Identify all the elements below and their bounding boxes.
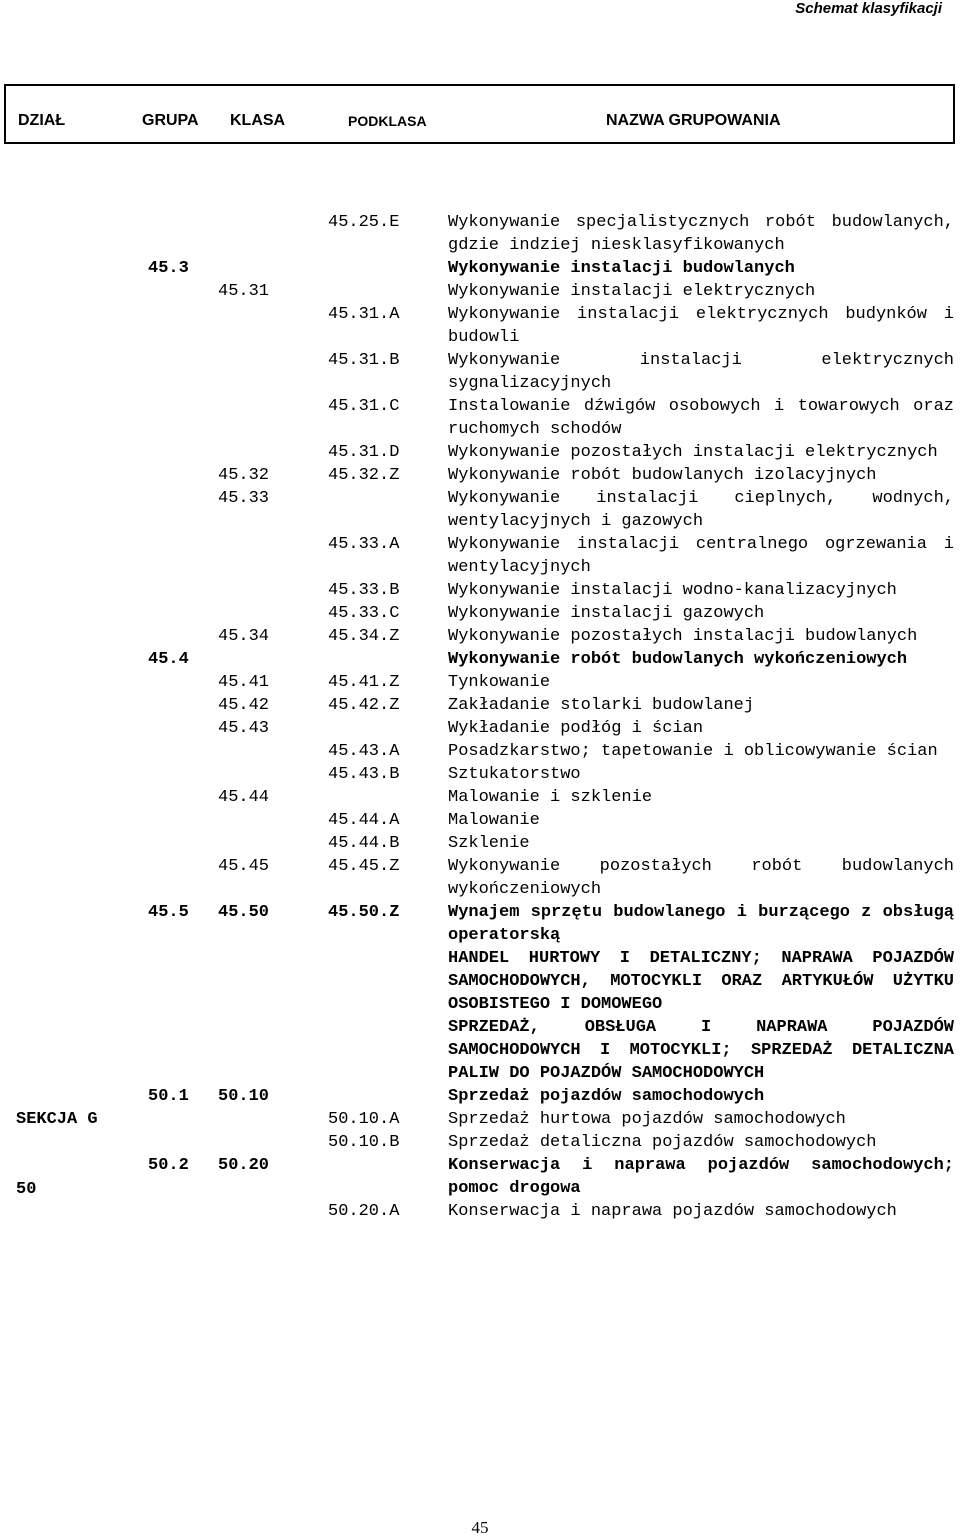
- table-row: [0, 717, 960, 740]
- klasa-cell: [218, 1200, 328, 1223]
- podklasa-cell: 45.43.A: [328, 742, 400, 761]
- column-header-klasa: KLASA: [230, 112, 286, 129]
- podklasa-cell: [328, 717, 448, 740]
- column-header-nazwa: NAZWA GRUPOWANIA: [606, 112, 781, 129]
- table-row: [0, 1108, 960, 1131]
- dzial-cell: [0, 786, 148, 809]
- klasa-cell: [218, 441, 328, 464]
- podklasa-cell: 45.33.C: [328, 604, 400, 623]
- table-row: [0, 855, 960, 901]
- klasa-cell: 45.34: [218, 627, 270, 646]
- klasa-cell: [218, 395, 328, 441]
- grupa-cell: [148, 671, 218, 694]
- grupa-cell: [148, 786, 218, 809]
- podklasa-cell: [328, 280, 448, 303]
- klasa-cell: [218, 832, 328, 855]
- nazwa-cell: Wykonywanie robót budowlanych izolacyjnych: [448, 466, 877, 485]
- page-number: 45: [471, 1518, 489, 1537]
- nazwa-cell: Posadzkarstwo; tapetowanie i oblicowywanie ścian: [448, 742, 938, 761]
- podklasa-cell: 45.31.C: [328, 397, 400, 416]
- klasa-cell: 45.45: [218, 857, 270, 876]
- klasa-cell: [218, 1108, 328, 1131]
- table-row: [0, 763, 960, 786]
- grupa-cell: [148, 579, 218, 602]
- column-header-podklasa: PODKLASA: [348, 113, 427, 129]
- podklasa-cell: [328, 648, 448, 671]
- dzial-cell: [0, 1085, 148, 1108]
- dzial-cell: [0, 211, 148, 257]
- podklasa-cell: 45.32.Z: [328, 466, 400, 485]
- table-row: [0, 625, 960, 648]
- podklasa-cell: 45.31.A: [328, 305, 400, 324]
- dzial-cell: [0, 763, 148, 786]
- klasa-cell: 50.10: [218, 1087, 270, 1106]
- nazwa-cell: Konserwacja i naprawa pojazdów samochodowych: [448, 1202, 897, 1221]
- podklasa-cell: [328, 487, 448, 533]
- nazwa-cell: HANDEL HURTOWY I DETALICZNY; NAPRAWA POJAZDÓW SAMOCHODOWYCH, MOTOCYKLI ORAZ ARTYKUŁÓW UŻYTKU OSOBISTEGO I DOMOWEGO: [448, 949, 954, 1014]
- table-row: [0, 740, 960, 763]
- section-label: SEKCJA G: [16, 1110, 98, 1129]
- grupa-cell: [148, 464, 218, 487]
- podklasa-cell: 45.42.Z: [328, 696, 400, 715]
- dzial-cell: [0, 1200, 148, 1223]
- dzial-cell: [0, 395, 148, 441]
- dzial-cell: [0, 648, 148, 671]
- nazwa-cell: Wykonywanie instalacji cieplnych, wodnych, wentylacyjnych i gazowych: [448, 489, 954, 531]
- podklasa-cell: 50.20.A: [328, 1202, 400, 1221]
- classification-rows: [0, 211, 960, 1223]
- table-row: [0, 579, 960, 602]
- podklasa-cell: 45.31.B: [328, 351, 400, 370]
- table-row: [0, 1131, 960, 1154]
- podklasa-cell: [328, 947, 448, 1016]
- grupa-cell: 45.5: [148, 903, 189, 922]
- grupa-cell: [148, 809, 218, 832]
- klasa-cell: [218, 809, 328, 832]
- table-row: [0, 1200, 960, 1223]
- grupa-cell: [148, 1200, 218, 1223]
- nazwa-cell: Wykonywanie pozostałych robót budowlanych wykończeniowych: [448, 857, 954, 899]
- grupa-cell: [148, 280, 218, 303]
- dzial-cell: [0, 901, 148, 947]
- dzial-cell: [0, 740, 148, 763]
- nazwa-cell: Sprzedaż detaliczna pojazdów samochodowych: [448, 1133, 877, 1152]
- grupa-cell: [148, 211, 218, 257]
- table-row: [0, 395, 960, 441]
- table-row: [0, 280, 960, 303]
- dzial-cell: [0, 947, 148, 1016]
- grupa-cell: [148, 395, 218, 441]
- klasa-cell: 45.42: [218, 696, 270, 715]
- dzial-cell: [0, 579, 148, 602]
- podklasa-cell: [328, 1016, 448, 1085]
- podklasa-cell: 45.44.A: [328, 811, 400, 830]
- klasa-cell: 45.32: [218, 466, 270, 485]
- column-header-dzial: DZIAŁ: [18, 112, 66, 129]
- dzial-cell: [0, 280, 148, 303]
- grupa-cell: [148, 717, 218, 740]
- grupa-cell: 45.4: [148, 650, 189, 669]
- grupa-cell: 45.3: [148, 259, 189, 278]
- klasa-cell: [218, 211, 328, 257]
- table-row: [0, 1085, 960, 1108]
- klasa-cell: 45.31: [218, 282, 270, 301]
- klasa-cell: [218, 947, 328, 1016]
- table-row: [0, 533, 960, 579]
- table-row: [0, 257, 960, 280]
- klasa-cell: 45.50: [218, 903, 270, 922]
- dzial-cell: [0, 717, 148, 740]
- table-row: [0, 832, 960, 855]
- klasa-cell: 45.44: [218, 788, 270, 807]
- podklasa-cell: 45.41.Z: [328, 673, 400, 692]
- grupa-cell: [148, 533, 218, 579]
- grupa-cell: [148, 602, 218, 625]
- nazwa-cell: Wykonywanie instalacji wodno-kanalizacyjnych: [448, 581, 897, 600]
- nazwa-cell: Malowanie i szklenie: [448, 788, 653, 807]
- klasa-cell: [218, 303, 328, 349]
- klasa-cell: [218, 740, 328, 763]
- dzial-cell: [0, 303, 148, 349]
- nazwa-cell: Wykonywanie instalacji budowlanych: [448, 259, 795, 278]
- table-row: [0, 947, 960, 1016]
- nazwa-cell: Wykonywanie instalacji elektrycznych: [448, 282, 816, 301]
- klasa-cell: [218, 533, 328, 579]
- grupa-cell: [148, 1016, 218, 1085]
- dzial-cell: [0, 671, 148, 694]
- grupa-cell: 50.2: [148, 1156, 189, 1175]
- table-row: [0, 211, 960, 257]
- classification-header-table: [4, 84, 955, 144]
- klasa-cell: [218, 1016, 328, 1085]
- nazwa-cell: Wykonywanie instalacji centralnego ogrzewania i wentylacyjnych: [448, 535, 954, 577]
- grupa-cell: [148, 303, 218, 349]
- dzial-cell: [0, 809, 148, 832]
- nazwa-cell: Wykonywanie instalacji elektrycznych sygnalizacyjnych: [448, 351, 954, 393]
- klasa-cell: [218, 1131, 328, 1154]
- table-row: [0, 1016, 960, 1085]
- klasa-cell: 50.20: [218, 1156, 270, 1175]
- nazwa-cell: Tynkowanie: [448, 673, 551, 692]
- klasa-cell: 45.33: [218, 489, 270, 508]
- dzial-cell: [0, 533, 148, 579]
- grupa-cell: [148, 855, 218, 901]
- nazwa-cell: Wykonywanie specjalistycznych robót budowlanych, gdzie indziej niesklasyfikowanych: [448, 213, 954, 255]
- nazwa-cell: Sztukatorstwo: [448, 765, 581, 784]
- klasa-cell: [218, 602, 328, 625]
- nazwa-cell: Wykonywanie pozostałych instalacji budowlanych: [448, 627, 918, 646]
- nazwa-cell: Sprzedaż pojazdów samochodowych: [448, 1087, 765, 1106]
- nazwa-cell: SPRZEDAŻ, OBSŁUGA I NAPRAWA POJAZDÓW SAMOCHODOWYCH I MOTOCYKLI; SPRZEDAŻ DETALICZNA PALIW DO POJAZDÓW SAMOCHODOWYCH: [448, 1018, 954, 1083]
- table-row: [0, 809, 960, 832]
- table-row: [0, 648, 960, 671]
- podklasa-cell: 45.43.B: [328, 765, 400, 784]
- grupa-cell: [148, 832, 218, 855]
- dzial-cell: [0, 441, 148, 464]
- nazwa-cell: Zakładanie stolarki budowlanej: [448, 696, 755, 715]
- nazwa-cell: Malowanie: [448, 811, 540, 830]
- nazwa-cell: Instalowanie dźwigów osobowych i towarowych oraz ruchomych schodów: [448, 397, 954, 439]
- klasa-cell: 45.43: [218, 719, 270, 738]
- klasa-cell: [218, 579, 328, 602]
- table-row: [0, 694, 960, 717]
- grupa-cell: [148, 763, 218, 786]
- podklasa-cell: 45.44.B: [328, 834, 400, 853]
- podklasa-cell: [328, 1154, 448, 1200]
- klasa-cell: [218, 648, 328, 671]
- nazwa-cell: Wykonywanie robót budowlanych wykończeniowych: [448, 650, 908, 669]
- podklasa-cell: 50.10.B: [328, 1133, 400, 1152]
- nazwa-cell: Sprzedaż hurtowa pojazdów samochodowych: [448, 1110, 846, 1129]
- dzial-cell: [0, 1131, 148, 1154]
- nazwa-cell: Wykonywanie instalacji elektrycznych budynków i budowli: [448, 305, 954, 347]
- table-row: [0, 901, 960, 947]
- grupa-cell: [148, 487, 218, 533]
- grupa-cell: [148, 740, 218, 763]
- table-row: [0, 487, 960, 533]
- table-row: [0, 671, 960, 694]
- table-row: [0, 602, 960, 625]
- podklasa-cell: 45.34.Z: [328, 627, 400, 646]
- dzial-cell: [0, 694, 148, 717]
- grupa-cell: 50.1: [148, 1087, 189, 1106]
- grupa-cell: [148, 349, 218, 395]
- table-row: [0, 464, 960, 487]
- grupa-cell: [148, 625, 218, 648]
- klasa-cell: [218, 763, 328, 786]
- dzial-cell: [0, 855, 148, 901]
- nazwa-cell: Wykonywanie pozostałych instalacji elektrycznych: [448, 443, 938, 462]
- grupa-cell: [148, 1108, 218, 1131]
- grupa-cell: [148, 1131, 218, 1154]
- nazwa-cell: Wykładanie podłóg i ścian: [448, 719, 704, 738]
- podklasa-cell: [328, 786, 448, 809]
- podklasa-cell: 45.31.D: [328, 443, 400, 462]
- column-header-grupa: GRUPA: [142, 112, 199, 129]
- table-row: [0, 303, 960, 349]
- podklasa-cell: 50.10.A: [328, 1110, 400, 1129]
- dzial-cell: [0, 625, 148, 648]
- podklasa-cell: [328, 1085, 448, 1108]
- document-header-title: Schemat klasyfikacji: [795, 0, 942, 17]
- dzial-cell: [0, 349, 148, 395]
- dzial-code: 50: [16, 1180, 37, 1199]
- klasa-cell: [218, 349, 328, 395]
- podklasa-cell: 45.45.Z: [328, 857, 400, 876]
- dzial-cell: [0, 487, 148, 533]
- klasa-cell: 45.41: [218, 673, 270, 692]
- table-row: [0, 1154, 960, 1200]
- table-row: [0, 349, 960, 395]
- nazwa-cell: Wykonywanie instalacji gazowych: [448, 604, 765, 623]
- klasa-cell: [218, 257, 328, 280]
- podklasa-cell: 45.33.A: [328, 535, 400, 554]
- nazwa-cell: Konserwacja i naprawa pojazdów samochodowych; pomoc drogowa: [448, 1156, 954, 1198]
- podklasa-cell: 45.33.B: [328, 581, 400, 600]
- grupa-cell: [148, 694, 218, 717]
- dzial-cell: [0, 464, 148, 487]
- table-row: [0, 786, 960, 809]
- grupa-cell: [148, 947, 218, 1016]
- dzial-cell: [0, 1016, 148, 1085]
- nazwa-cell: Wynajem sprzętu budowlanego i burzącego z obsługą operatorską: [448, 903, 954, 945]
- table-row: [0, 441, 960, 464]
- dzial-cell: [0, 257, 148, 280]
- grupa-cell: [148, 441, 218, 464]
- nazwa-cell: Szklenie: [448, 834, 530, 853]
- podklasa-cell: 45.50.Z: [328, 903, 400, 922]
- dzial-cell: [0, 602, 148, 625]
- podklasa-cell: 45.25.E: [328, 213, 400, 232]
- dzial-cell: [0, 832, 148, 855]
- podklasa-cell: [328, 257, 448, 280]
